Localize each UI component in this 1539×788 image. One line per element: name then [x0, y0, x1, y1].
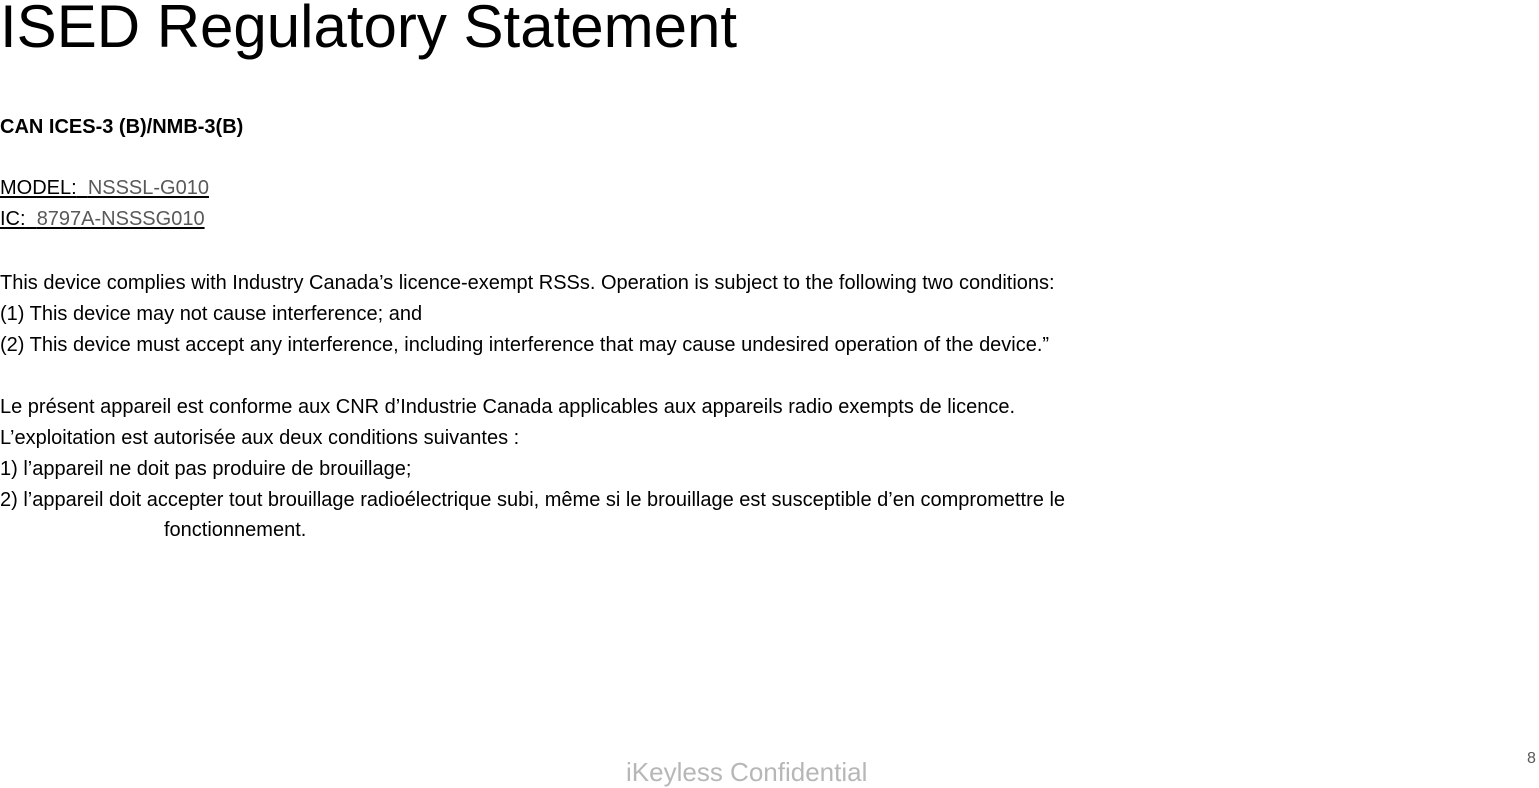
- model-label: MODEL:: [0, 177, 77, 199]
- english-condition-2: (2) This device must accept any interference, including interference that may cause undesired operation of the device.”: [0, 334, 1050, 356]
- english-compliance-line: This device complies with Industry Canada’s licence-exempt RSSs. Operation is subject to the following two conditions:: [0, 272, 1055, 294]
- english-condition-1: (1) This device may not cause interference; and: [0, 303, 423, 325]
- ic-line: [0, 208, 205, 231]
- page-number: 8: [1527, 750, 1536, 767]
- ic-label: IC:: [0, 208, 26, 230]
- french-condition-2: 2) l’appareil doit accepter tout brouillage radioélectrique subi, même si le brouillage est susceptible d’en compromettre le: [0, 489, 1066, 511]
- french-compliance-line: Le présent appareil est conforme aux CNR d’Industrie Canada applicables aux appareils radio exempts de licence.: [0, 396, 1016, 418]
- page-title: ISED Regulatory Statement: [0, 0, 738, 60]
- confidential-footer: iKeyless Confidential: [626, 757, 868, 787]
- french-conditions-intro: L’exploitation est autorisée aux deux conditions suivantes :: [0, 427, 520, 449]
- model-line: [0, 177, 209, 200]
- french-condition-1: 1) l’appareil ne doit pas produire de brouillage;: [0, 458, 412, 480]
- model-value: NSSSL-G010: [87, 177, 209, 199]
- ic-value: 8797A-NSSSG010: [36, 208, 205, 230]
- french-condition-2-continued: fonctionnement.: [164, 519, 307, 541]
- certification-statement: CAN ICES-3 (B)/NMB-3(B): [0, 116, 244, 138]
